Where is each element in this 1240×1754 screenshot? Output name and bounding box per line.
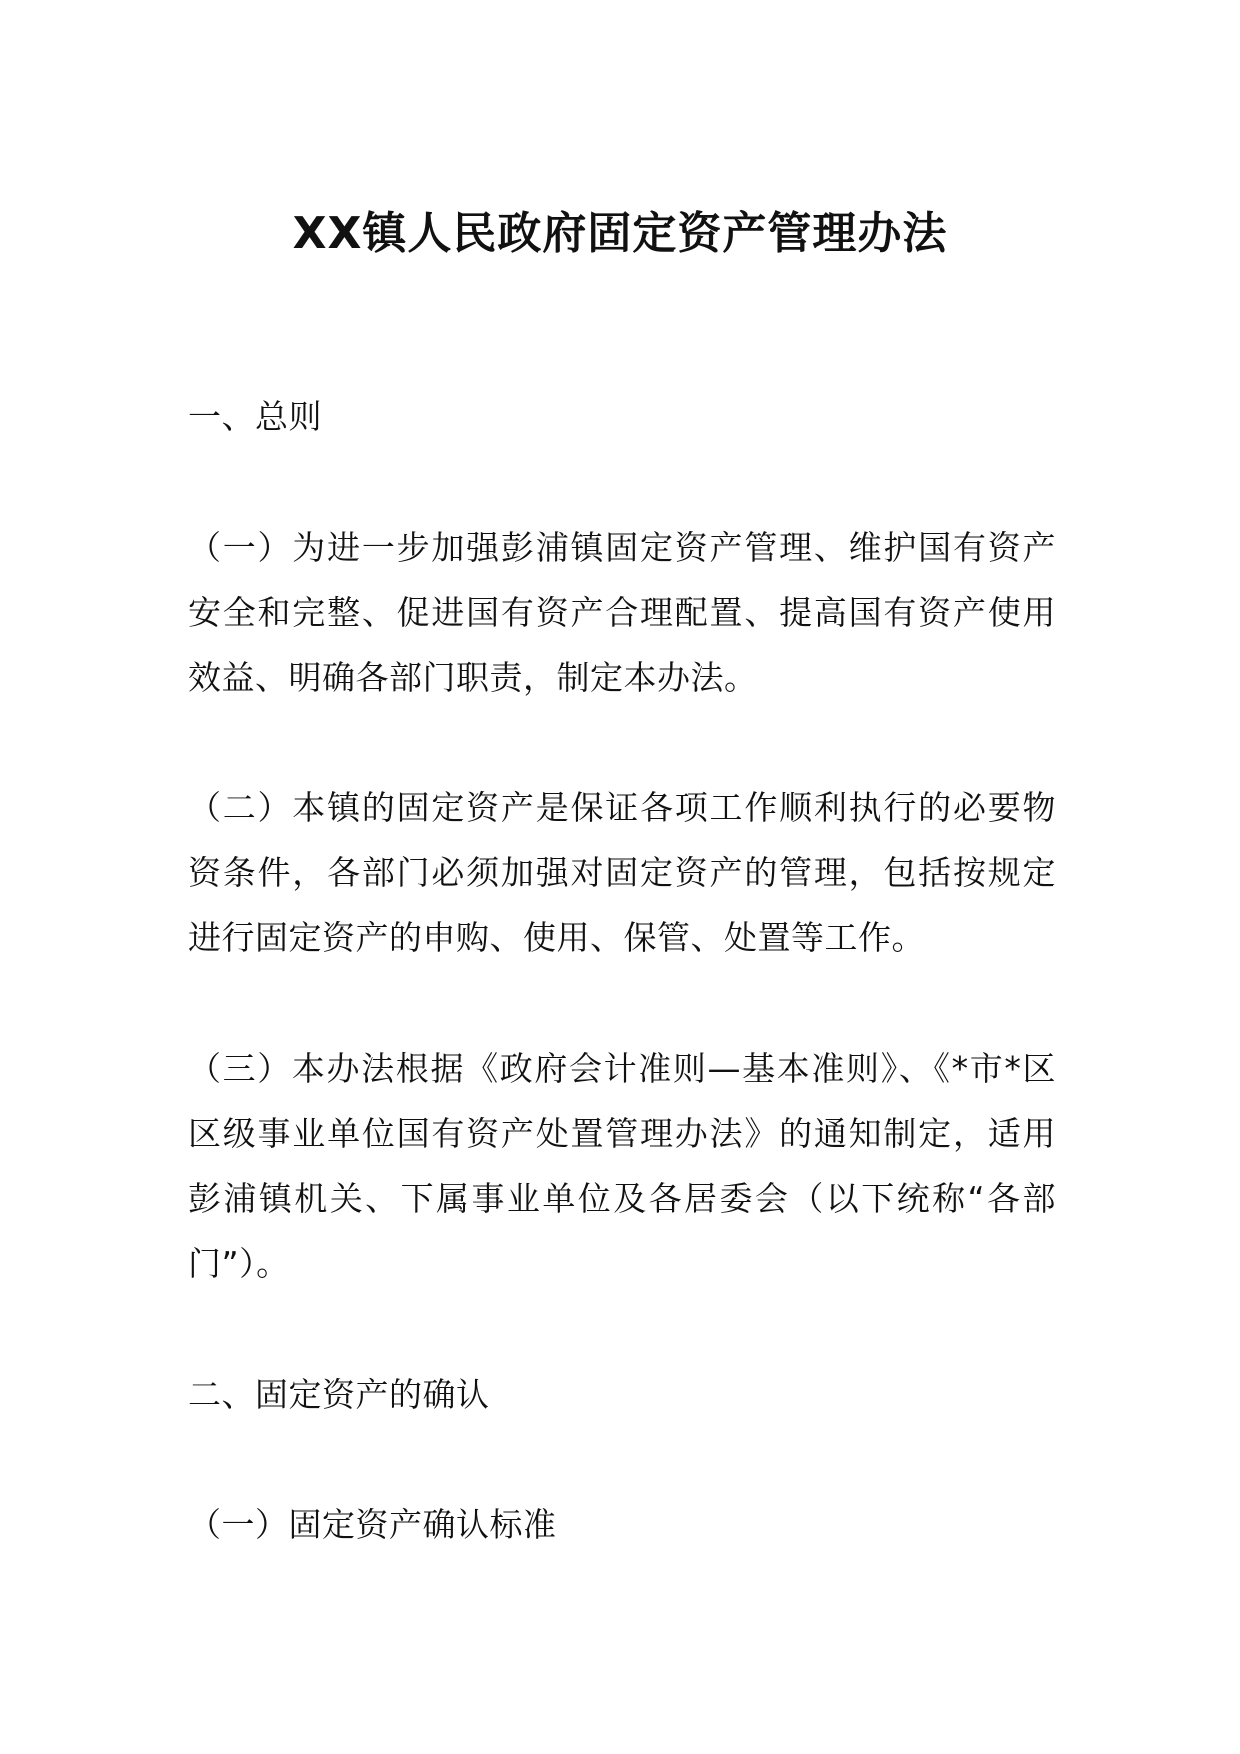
document-title: XX镇人民政府固定资产管理办法: [292, 208, 948, 259]
paragraph-purpose: （一）为进一步加强彭浦镇固定资产管理、维护国有资产安全和完整、促进国有资产合理配置、提高国有资产使用效益、明确各部门职责，制定本办法。: [188, 528, 1056, 697]
section-heading-asset-recognition: 二、固定资产的确认: [188, 1375, 490, 1414]
paragraph-asset-conditions: （二）本镇的固定资产是保证各项工作顺利执行的必要物资条件，各部门必须加强对固定资产的管理，包括按规定进行固定资产的申购、使用、保管、处置等工作。: [188, 788, 1056, 957]
section-heading-general: 一、总则: [188, 397, 322, 436]
paragraph-legal-basis: （三）本办法根据《政府会计准则—基本准则》、《*市*区区级事业单位国有资产处置管理办法》的通知制定，适用彭浦镇机关、下属事业单位及各居委会（以下统称“各部门”）。: [188, 1049, 1056, 1283]
subsection-heading-recognition-standard: （一）固定资产确认标准: [188, 1505, 557, 1544]
